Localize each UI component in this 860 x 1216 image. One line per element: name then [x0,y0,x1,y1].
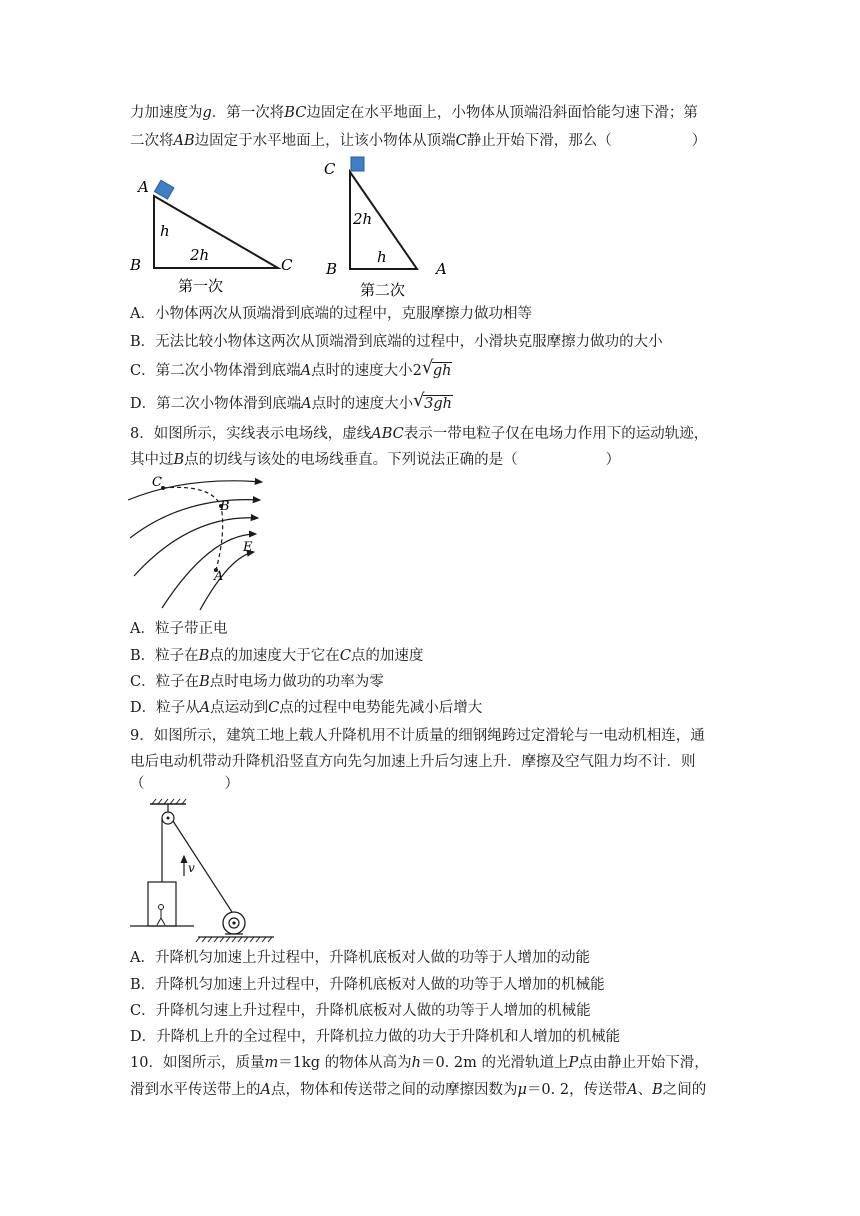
caption-first: 第一次 [178,277,224,295]
q7-figure-second [320,152,460,300]
q7-option-d: D．第二次小物体滑到底端A点时的速度大小 √ 3gh [130,390,452,412]
q8-option-c: C．粒子在B点时电场力做功的功率为零 [130,674,384,690]
label-2h: 2h [190,246,210,264]
q7-option-b: B．无法比较小物体这两次从顶端滑到底端的过程中，小滑块克服摩擦力做功的大小 [130,334,663,350]
label-v: v [188,861,195,875]
q7-option-c: C．第二次小物体滑到底端A点时的速度大小2 √ gh [130,357,452,379]
q7-stem-line1: 力加速度为g．第一次将BC边固定在水平地面上，小物体从顶端沿斜面恰能匀速下滑；第 [130,105,698,121]
q7-figure-first [126,172,306,298]
block-icon [351,157,364,171]
person-icon [157,905,165,926]
label-E: E [243,540,253,555]
label-A: A [436,260,447,278]
q8-option-b: B．粒子在B点的加速度大于它在C点的加速度 [130,648,424,664]
q8-stem-line1: 8．如图所示，实线表示电场线，虚线ABC表示一带电粒子仅在电场力作用下的运动轨迹， [130,426,709,442]
q9-stem-line1: 9．如图所示，建筑工地上载人升降机用不计质量的细钢绳跨过定滑轮与一电动机相连，通 [130,728,705,744]
q9-option-a: A．升降机匀加速上升过程中，升降机底板对人做的功等于人增加的动能 [130,950,590,966]
label-h: h [377,248,387,266]
caption-second: 第二次 [360,281,406,299]
label-C: C [281,256,293,274]
q10-stem-line1: 10．如图所示，质量m＝1kg 的物体从高为h＝0. 2m 的光滑轨道上P点由静止开始下滑， [130,1055,709,1071]
q7-option-a: A．小物体两次从顶端滑到底端的过程中，克服摩擦力做功相等 [130,306,532,322]
sqrt-gh: √ gh [421,357,452,379]
label-h: h [160,222,170,240]
label-2h: 2h [353,210,373,228]
q7-stem-line2: 二次将AB边固定于水平地面上，让该小物体从顶端C静止开始下滑，那么（ ） [130,133,707,149]
q9-elevator-figure [128,798,288,944]
label-B: B [130,256,142,274]
q8-option-a: A．粒子带正电 [130,621,228,637]
q8-option-d: D．粒子从A点运动到C点的过程中电势能先减小后增大 [130,700,483,716]
q10-stem-line2: 滑到水平传送带上的A点，物体和传送带之间的动摩擦因数为μ＝0. 2，传送带A、B之间的 [130,1082,707,1098]
sqrt-3gh: √ 3gh [413,390,452,412]
q9-stem-line2: 电后电动机带动升降机沿竖直方向先匀加速上升后匀速上升．摩擦及空气阻力均不计．则 [130,754,696,770]
q9-option-c: C．升降机匀速上升过程中，升降机底板对人做的功等于人增加的机械能 [130,1003,591,1019]
q8-stem-line2: 其中过B点的切线与该处的电场线垂直。下列说法正确的是（ ） [130,452,621,468]
q8-field-figure [126,472,276,612]
q9-stem-line3: （ ） [130,776,239,792]
q9-option-d: D．升降机上升的全过程中，升降机拉力做的功大于升降机和人增加的机械能 [130,1029,621,1045]
label-C: C [324,160,336,178]
label-B: B [220,499,230,514]
block-icon [154,180,173,199]
label-C: C [152,475,162,490]
label-B: B [326,260,338,278]
q9-option-b: B．升降机匀加速上升过程中，升降机底板对人做的功等于人增加的机械能 [130,977,605,993]
label-A: A [138,178,149,196]
label-A: A [214,569,224,584]
